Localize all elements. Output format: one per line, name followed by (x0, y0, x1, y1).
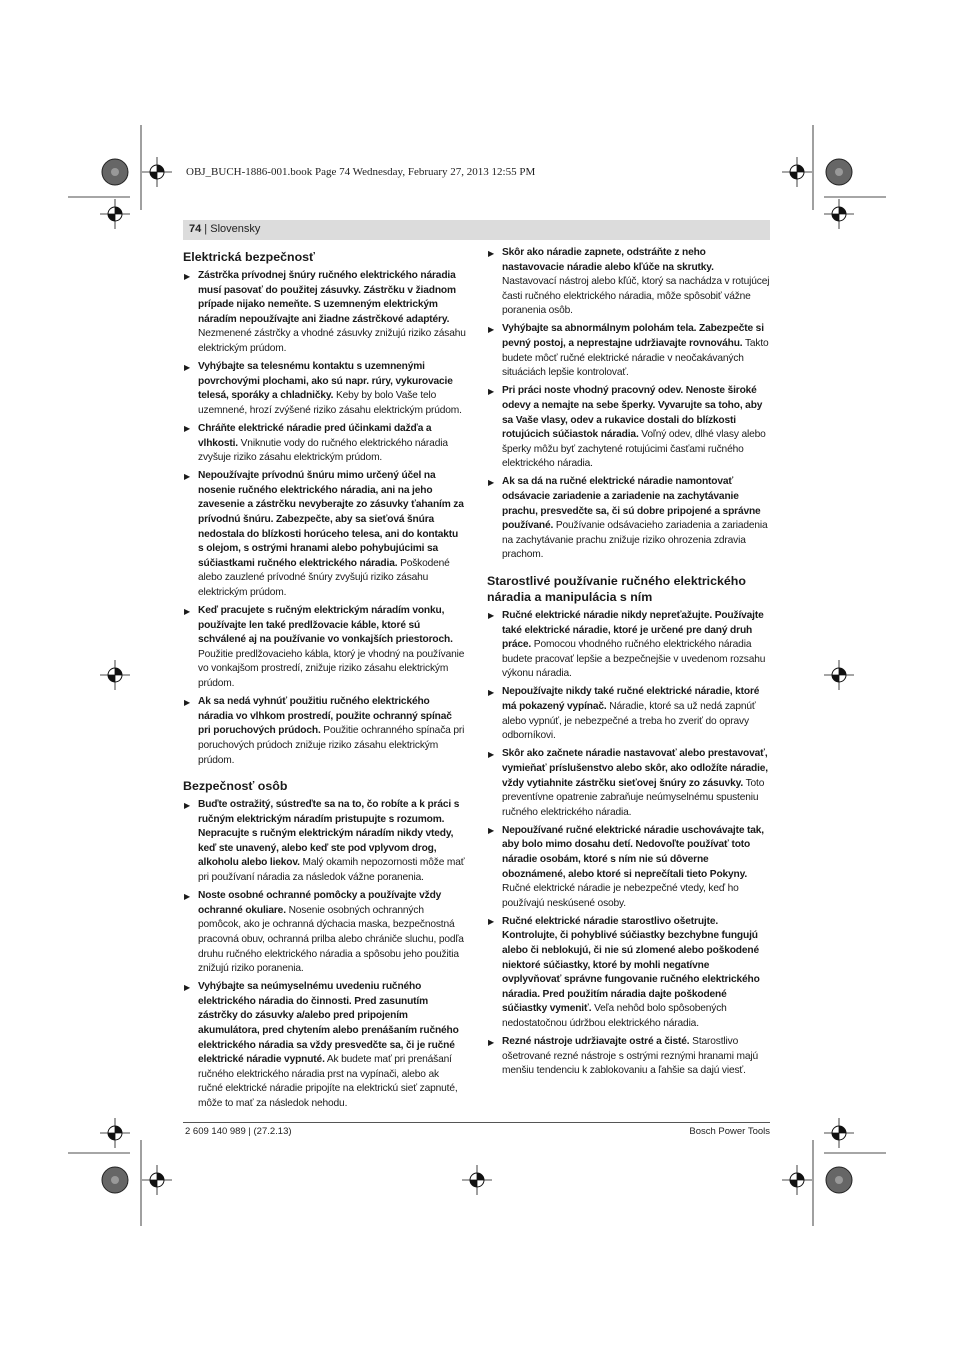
list-item: ▶ Vyhýbajte sa abnormálnym polohám tela. Zabezpečte si pevný postoj, a neprestajne udržiavajte rovnováhu. Takto budete môcť ručné elektrické náradie v neočakávaných situáciách lepšie kontrolovať. (487, 322, 770, 380)
header-text (189, 223, 260, 235)
page-number: 74 (189, 223, 202, 235)
electrical-safety-list (183, 269, 466, 768)
footer-brand: Bosch Power Tools (689, 1126, 770, 1137)
list-item: ▶ Buďte ostražitý, sústreďte sa na to, čo robíte a k práci s ručným elektrickým náradím pristupujte s rozumom. Nepracujte s ručným elektrickým náradím nikdy vtedy, keď ste unavený, alebo keď ste pod vplyvom drog, alkoholu alebo liekov. Malý okamih nepozornosti môže mať pri používaní náradia za následok vážne poranenia. (183, 798, 466, 886)
list-item: ▶ Noste osobné ochranné pomôcky a používajte vždy ochranné okuliare. Nosenie osobných ochranných pomôcok, ako je ochranná dýchacia maska, bezpečnostná pracovná obuv, ochranná prilba alebo chrániče sluchu, podľa druhu ručného elektrického náradia a spôsobu jeho použitia znižujú riziko poranenia. (183, 889, 466, 977)
footer-rule (183, 1122, 770, 1123)
list-item: ▶ Vyhýbajte sa telesnému kontaktu s uzemnenými povrchovými plochami, ako sú napr. rúry, vykurovacie telesá, sporáky a chladničky. Keby by bolo Vaše telo uzemnené, hrozí zvýšené riziko zásahu elektrickým prúdom. (183, 360, 466, 418)
header-language: Slovensky (210, 223, 261, 235)
tool-use-list (487, 609, 770, 1079)
list-item: ▶ Skôr ako začnete náradie nastavovať alebo prestavovať, vymieňať príslušenstvo alebo skôr, ako odložíte náradie, vždy vytiahnite zástrčku sieťovej šnúry zo zásuvky. Toto preventívne opatrenie zabraňuje neúmyselnému spusteniu ručného elektrického náradia. (487, 747, 770, 820)
list-item: ▶ Ručné elektrické náradie starostlivo ošetrujte. Kontrolujte, či pohyblivé súčiastky bezchybne fungujú alebo či neblokujú, či nie sú zlomené alebo poškodené niektoré súčiastky, ktoré by mohli negatívne ovplyvňovať správne fungovanie ručného elektrického náradia. Pred použitím náradia dajte poškodené súčiastky vymeniť. Veľa nehôd bolo spôsobených nedostatočnou údržbou elektrického náradia. (487, 915, 770, 1032)
left-column (183, 246, 466, 1115)
print-slug: OBJ_BUCH-1886-001.book Page 74 Wednesday, February 27, 2013 12:55 PM (186, 166, 536, 178)
footer-document-number: 2 609 140 989 | (27.2.13) (185, 1126, 292, 1137)
personal-safety-list (183, 798, 466, 1111)
list-item: ▶ Nepoužívajte nikdy také ručné elektrické náradie, ktoré má pokazený vypínač. Náradie, ktoré sa už nedá zapnúť alebo vypnúť, je nebezpečné a treba ho zveriť do opravy odborníkovi. (487, 685, 770, 743)
list-item: ▶ Zástrčka prívodnej šnúry ručného elektrického náradia musí pasovať do použitej zásuvky. Zástrčku v žiadnom prípade nijako nemeňte. S uzemneným elektrickým náradím nepoužívajte ani žiadne zástrčkové adaptéry. Nezmenené zástrčky a vhodné zásuvky znižujú riziko zásahu elektrickým prúdom. (183, 269, 466, 357)
list-item: ▶ Pri práci noste vhodný pracovný odev. Nenoste široké odevy a nemajte na sebe šperky. Vyvarujte sa toho, aby sa Vaše vlasy, odev a rukavice dostali do blízkosti rotujúcich súčiastok náradia. Voľný odev, dlhé vlasy alebo šperky môžu byť zachytené rotujúcimi časťami ručného elektrického náradia. (487, 384, 770, 472)
section-title-tool-use-and-care: Starostlivé používanie ručného elektrického náradia a manipulácia s ním (487, 573, 746, 604)
page-header (183, 220, 770, 240)
personal-safety-list-continued (487, 246, 770, 563)
list-item: ▶ Nepoužívajte prívodnú šnúru mimo určený účel na nosenie ručného elektrického náradia, ani na jeho zavesenie a zástrčku nevyberajte zo zásuvky ťahaním za prívodnú šnúru. Zabezpečte, aby sa sieťová šnúra nedostala do blízkosti horúceho telesa, ani do kontaktu s olejom, s ostrými hranami alebo pohybujúcimi sa súčiastkami ručného elektrického náradia. Poškodené alebo zauzlené prívodné šnúry zvyšujú riziko zásahu elektrickým prúdom. (183, 469, 466, 600)
list-item: ▶ Ak sa nedá vyhnúť použitiu ručného elektrického náradia vo vlhkom prostredí, použite ochranný spínač pri poruchových prúdoch. Použitie ochranného spínača pri poruchových prúdoch znižuje riziko zásahu elektrickým prúdom. (183, 695, 466, 768)
list-item: ▶ Skôr ako náradie zapnete, odstráňte z neho nastavovacie náradie alebo kľúče na skrutky. Nastavovací nástroj alebo kľúč, ktorý sa nachádza v rotujúcej časti ručného elektrického náradia, môže spôsobiť vážne poranenia osôb. (487, 246, 770, 319)
list-item: ▶ Rezné nástroje udržiavajte ostré a čisté. Starostlivo ošetrované rezné nástroje s ostrými reznými hranami majú menšiu tendenciu k zablokovaniu a ľahšie sa dajú viesť. (487, 1035, 770, 1079)
section-title-personal-safety: Bezpečnosť osôb (183, 779, 288, 794)
list-item: ▶ Vyhýbajte sa neúmyselnému uvedeniu ručného elektrického náradia do činnosti. Pred zasunutím zástrčky do zásuvky a/alebo pred pripojením akumulátora, pred chytením alebo prenášaním ručného elektrického náradia sa vždy presvedčte sa, či je ručné elektrické náradie vypnuté. Ak budete mať pri prenášaní ručného elektrického náradia prst na vypínači, alebo ak ručné elektrické náradie pripojíte na elektrickú sieť zapnuté, môže to mať za následok nehodu. (183, 980, 466, 1111)
right-column (487, 246, 770, 1082)
list-item: ▶ Ručné elektrické náradie nikdy nepreťažujte. Používajte také elektrické náradie, ktoré je určené pre daný druh práce. Pomocou vhodného ručného elektrického náradia budete pracovať lepšie a bezpečnejšie v uvedenom rozsahu výkonu náradia. (487, 609, 770, 682)
list-item: ▶ Nepoužívané ručné elektrické náradie uschovávajte tak, aby bolo mimo dosahu detí. Nedovoľte používať toto náradie osobám, ktoré s ním nie sú dôverne oboznámené, alebo ktoré si neprečítali tieto Pokyny. Ručné elektrické náradie je nebezpečné vtedy, keď ho používajú neskúsené osoby. (487, 824, 770, 912)
list-item: ▶ Chráňte elektrické náradie pred účinkami dažďa a vlhkosti. Vniknutie vody do ručného elektrického náradia zvyšuje riziko zásahu elektrickým prúdom. (183, 422, 466, 466)
list-item: ▶ Keď pracujete s ručným elektrickým náradím vonku, používajte len také predlžovacie káble, ktoré sú schválené aj na používanie vo vonkajších priestoroch. Použitie predlžovacieho kábla, ktorý je vhodný na používanie vo vonkajšom prostredí, znižuje riziko zásahu elektrickým prúdom. (183, 604, 466, 692)
header-separator: | (201, 223, 211, 235)
list-item: ▶ Ak sa dá na ručné elektrické náradie namontovať odsávacie zariadenie a zariadenie na zachytávanie prachu, presvedčte sa, či sú dobre pripojené a správne používané. Používanie odsávacieho zariadenia a zariadenia na zachytávanie prachu znižuje riziko ohrozenia zdravia prachom. (487, 475, 770, 563)
section-title-electrical-safety: Elektrická bezpečnosť (183, 250, 315, 264)
